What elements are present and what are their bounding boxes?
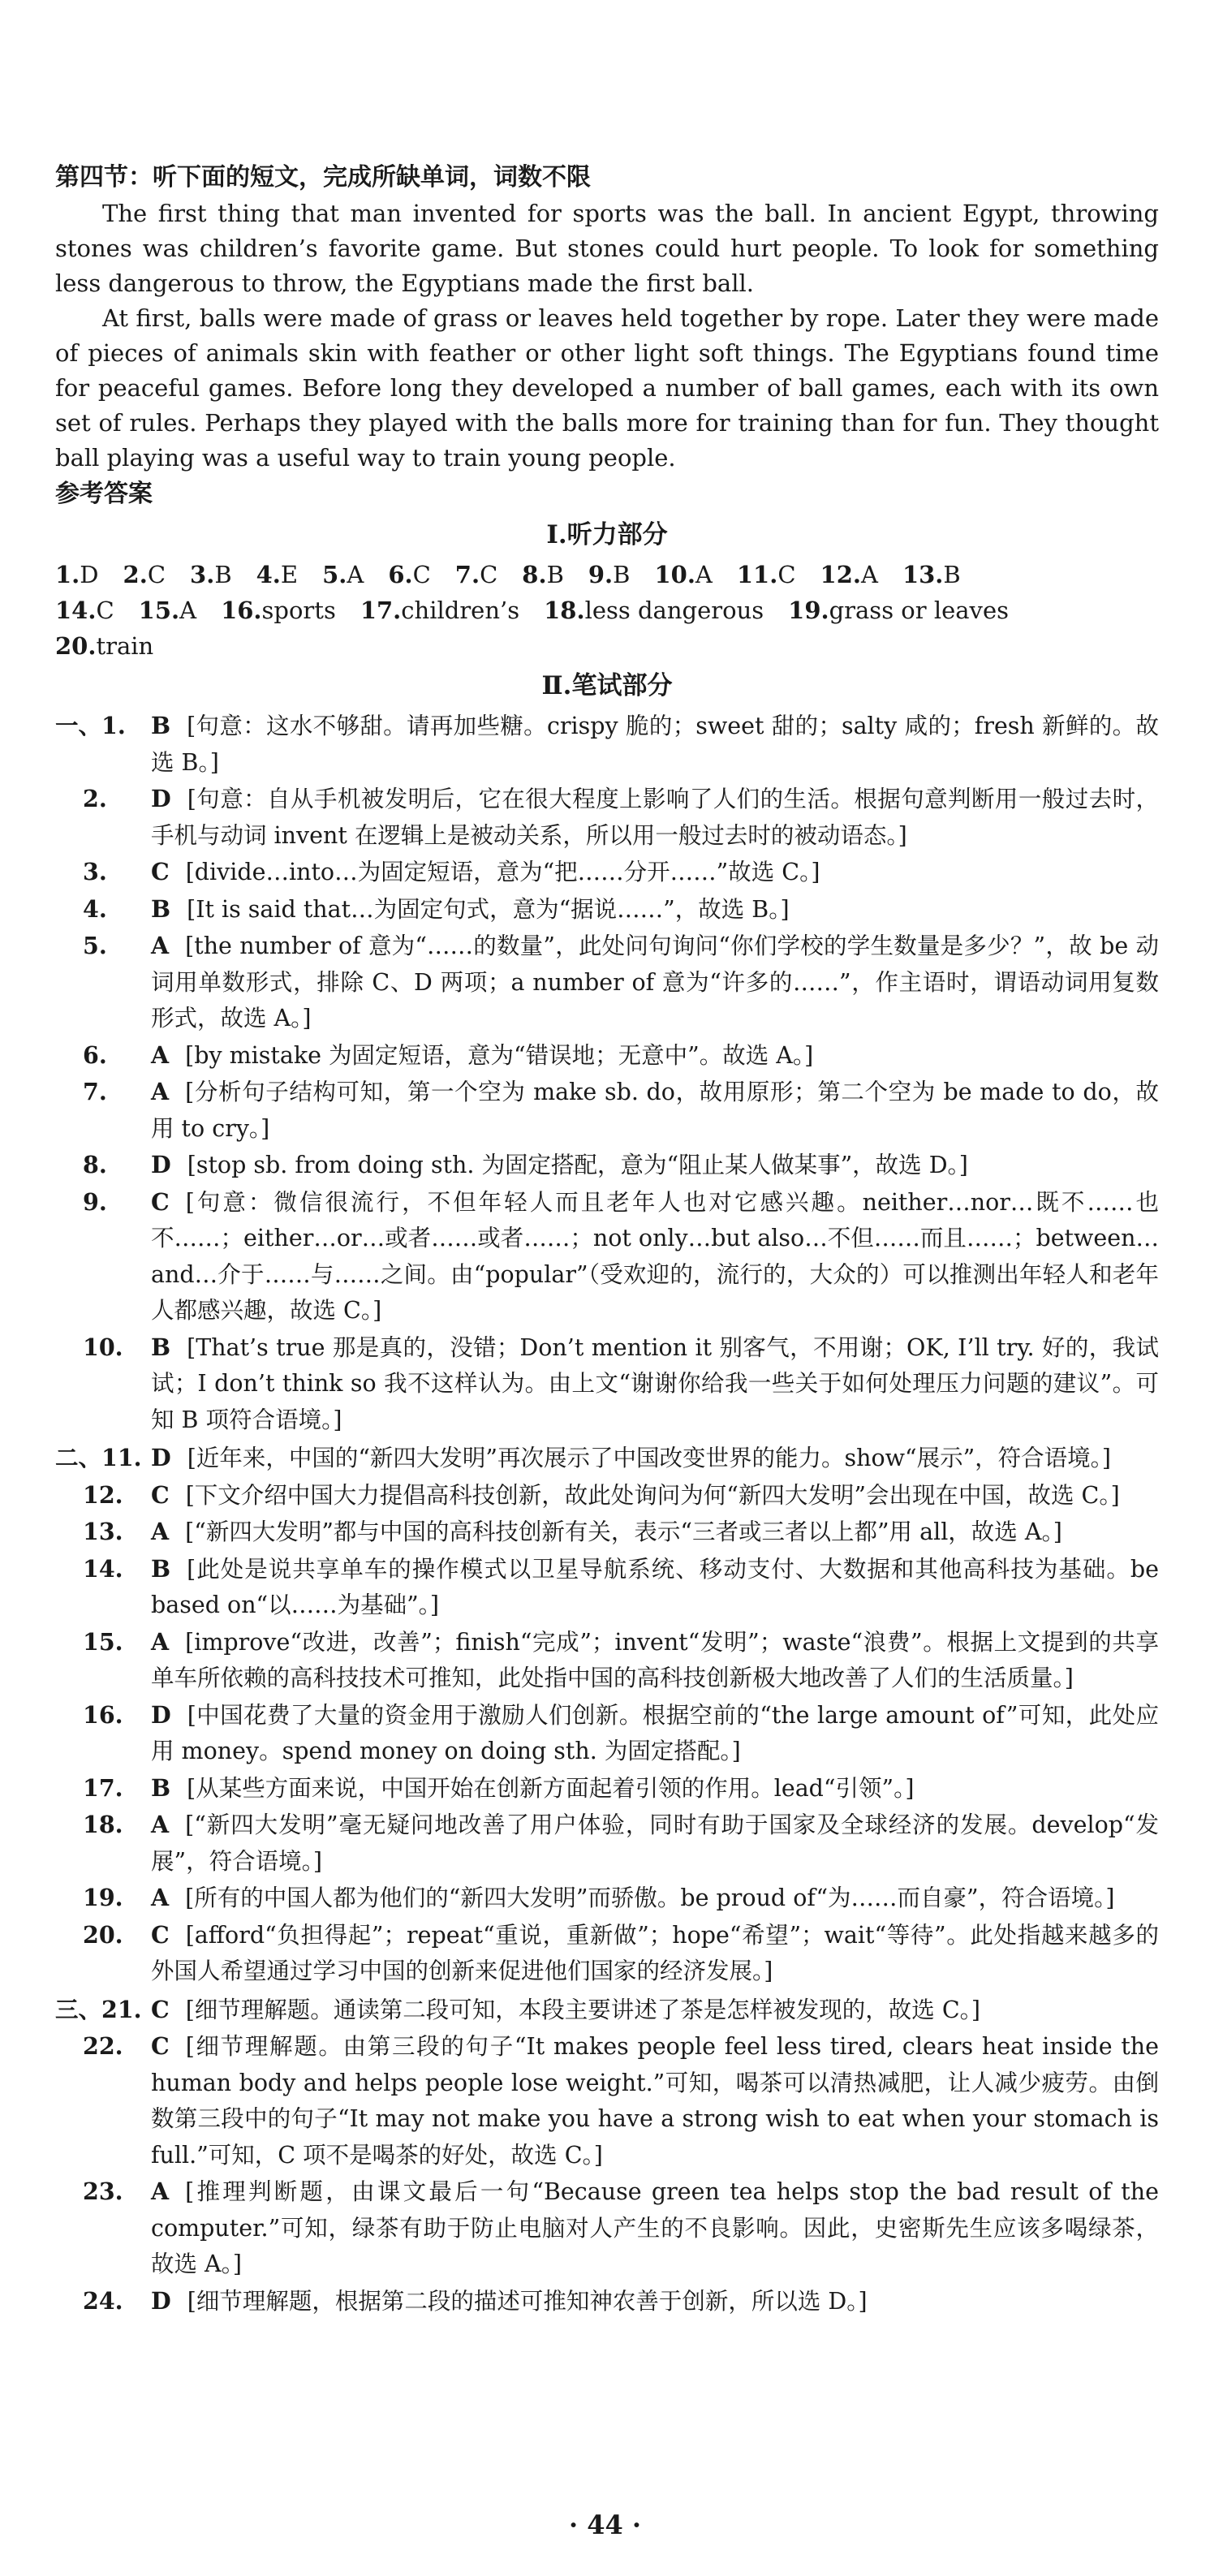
- answer-value: B: [546, 561, 564, 588]
- answer-value: E: [280, 561, 299, 588]
- item-index: 3.: [83, 858, 107, 885]
- answer-item: [55, 854, 1159, 891]
- item-answer: D: [151, 2286, 171, 2315]
- item-explanation: [151, 1770, 1159, 1807]
- answer-value: C: [480, 561, 498, 588]
- listening-answers: [55, 557, 1159, 664]
- item-explanation: [151, 1992, 1159, 2029]
- item-explanation: [151, 1697, 1159, 1770]
- item-answer: C: [151, 1995, 170, 2023]
- item-text: [divide…into…为固定短语，意为“把……分开……”故选 C。]: [185, 859, 820, 885]
- section-title: 第四节：听下面的短文，完成所缺单词，词数不限: [55, 163, 591, 192]
- item-index: 10.: [83, 1333, 123, 1361]
- item-text: [细节理解题。由第三段的句子“It makes people feel less tired, clears heat inside the human body and helps people lose weight.”可知，喝茶可以清热减肥，让人减少疲劳。由倒数第三段中的句子“It may not make you have a strong wish to eat when your stomach is full.”可知，C 项不是喝茶的好处，故选 C。]: [151, 2033, 1159, 2169]
- item-number: [55, 708, 151, 781]
- item-number: [55, 1147, 151, 1184]
- listening-answer: [522, 557, 564, 592]
- listening-answer: [190, 557, 232, 592]
- item-explanation: [151, 1624, 1159, 1697]
- item-index: 4.: [83, 894, 107, 923]
- page-content: [55, 159, 1159, 2320]
- listening-answer: [455, 557, 497, 592]
- answer-value: grass or leaves: [829, 597, 1009, 624]
- listening-answer: [55, 557, 99, 592]
- item-index: 22.: [83, 2032, 123, 2060]
- item-index: 16.: [83, 1700, 123, 1729]
- answer-value: D: [80, 561, 99, 588]
- page-number: · 44 ·: [568, 2509, 642, 2540]
- answer-value: C: [777, 561, 796, 588]
- item-answer: B: [151, 712, 171, 739]
- item-number: [55, 1917, 151, 1990]
- item-explanation: [151, 854, 1159, 891]
- item-index: 9.: [83, 1187, 107, 1216]
- answer-number: 15.: [138, 597, 180, 624]
- answer-number: 7.: [454, 561, 480, 588]
- item-index: 24.: [83, 2286, 123, 2315]
- listening-answer: [737, 557, 796, 592]
- item-explanation: [151, 928, 1159, 1037]
- listening-answer: [55, 628, 153, 664]
- listening-answer: [654, 557, 712, 592]
- answer-value: less dangerous: [584, 597, 764, 624]
- item-answer: B: [151, 894, 171, 923]
- item-text: [It is said that…为固定句式，意为“据说……”，故选 B。]: [187, 895, 790, 923]
- listening-answer: [788, 592, 1009, 628]
- answer-number: 12.: [820, 561, 861, 588]
- answer-number: 11.: [736, 561, 778, 588]
- answer-number: 10.: [654, 561, 695, 588]
- item-text: [细节理解题，根据第二段的描述可推知神农善于创新，所以选 D。]: [187, 2287, 868, 2315]
- answer-group: [55, 708, 1159, 1438]
- listening-answer: [55, 592, 114, 628]
- answer-item: [55, 891, 1159, 928]
- answer-value: children’s: [401, 597, 520, 624]
- item-answer: A: [151, 1518, 170, 1545]
- item-index: 18.: [83, 1811, 123, 1838]
- listening-answer: [388, 557, 430, 592]
- item-index: 23.: [83, 2178, 123, 2205]
- answer-item: [55, 1147, 1159, 1184]
- listening-answer: [139, 592, 196, 628]
- answer-item: [55, 1514, 1159, 1551]
- item-text: [“新四大发明”毫无疑问地改善了用户体验，同时有助于国家及全球经济的发展。develop“发展”，符合语境。]: [151, 1811, 1159, 1875]
- item-text: [afford“负担得起”；repeat“重说，重新做”；hope“希望”；wait“等待”。此处指越来越多的外国人希望通过学习中国的创新来促进他们国家的经济发展。]: [151, 1921, 1159, 1984]
- item-answer: B: [151, 1773, 171, 1802]
- answer-item: [55, 2028, 1159, 2173]
- item-answer: C: [151, 2032, 170, 2060]
- item-answer: D: [151, 785, 171, 812]
- answer-item: [55, 1074, 1159, 1147]
- answer-item: [55, 708, 1159, 781]
- item-number: [55, 1477, 151, 1514]
- item-answer: C: [151, 1920, 170, 1949]
- answer-value: A: [179, 597, 197, 624]
- item-index: 15.: [83, 1627, 123, 1656]
- listening-answer: [123, 557, 166, 592]
- answer-number: 20.: [55, 632, 97, 660]
- answer-number: 1.: [55, 561, 80, 588]
- item-answer: A: [151, 1040, 170, 1069]
- writing-heading: Ⅱ.笔试部分: [541, 671, 673, 700]
- item-number: [55, 1880, 151, 1917]
- item-text: [improve“改进，改善”；finish“完成”；invent“发明”；waste“浪费”。根据上文提到的共享单车所依赖的高科技技术可推知，此处指中国的高科技创新极大地改善了人们的生活质量。]: [151, 1628, 1159, 1691]
- item-number: [55, 1992, 151, 2029]
- item-answer: B: [151, 1554, 171, 1583]
- item-answer: C: [151, 1187, 170, 1216]
- listening-answer: [360, 592, 519, 628]
- item-text: [by mistake 为固定短语，意为“错误地；无意中”。故选 A。]: [185, 1041, 814, 1069]
- answer-number: 19.: [788, 597, 829, 624]
- item-explanation: [151, 1477, 1159, 1514]
- answer-item: [55, 1329, 1159, 1439]
- item-explanation: [151, 2283, 1159, 2320]
- item-answer: C: [151, 858, 170, 885]
- answer-value: B: [943, 561, 961, 588]
- item-index: 20.: [83, 1920, 123, 1949]
- listening-answer: [256, 557, 298, 592]
- answer-number: 3.: [190, 561, 215, 588]
- item-text: [从某些方面来说，中国开始在创新方面起着引领的作用。lead“引领”。]: [187, 1774, 915, 1802]
- item-number: [55, 1440, 151, 1477]
- item-number: [55, 781, 151, 854]
- item-text: [中国花费了大量的资金用于激励人们创新。根据空前的“the large amount of”可知，此处应用 money。spend money on doing sth. 为固定搭配。]: [151, 1701, 1159, 1764]
- passage-paragraph: At first, balls were made of grass or leaves held together by rope. Later they were made of pieces of animals skin with feather or other light soft things. The Egyptians found time for peaceful games. Before long they developed a number of ball games, each with its own set of rules. Perhaps they played with the balls more for training than for fun. They thought ball playing was a useful way to train young people.: [55, 304, 1159, 472]
- group-label: 三、: [55, 1995, 102, 2023]
- item-number: [55, 1514, 151, 1551]
- answer-item: [55, 1697, 1159, 1770]
- item-index: 2.: [83, 785, 107, 812]
- item-text: [分析句子结构可知，第一个空为 make sb. do，故用原形；第二个空为 be made to do，故用 to cry。]: [151, 1079, 1159, 1142]
- item-number: [55, 1697, 151, 1770]
- item-explanation: [151, 1184, 1159, 1329]
- item-text: [推理判断题，由课文最后一句“Because green tea helps stop the bad result of the computer.”可知，绿茶有助于防止电脑对人产生的不良影响。因此，史密斯先生应该多喝绿茶，故选 A。]: [151, 2178, 1159, 2277]
- item-explanation: [151, 1917, 1159, 1990]
- item-index: 7.: [83, 1078, 107, 1105]
- answer-item: [55, 1477, 1159, 1514]
- item-text: [句意：这水不够甜。请再加些糖。crispy 脆的；sweet 甜的；salty 咸的；fresh 新鲜的。故选 B。]: [151, 713, 1159, 776]
- item-explanation: [151, 891, 1159, 928]
- listening-answer: [820, 557, 878, 592]
- answer-value: A: [695, 561, 713, 588]
- answer-item: [55, 1992, 1159, 2029]
- item-index: 5.: [83, 932, 107, 959]
- answer-number: 8.: [522, 561, 547, 588]
- item-number: [55, 1329, 151, 1439]
- answer-value: train: [96, 632, 154, 660]
- item-index: 19.: [83, 1884, 123, 1911]
- item-answer: D: [151, 1444, 171, 1471]
- item-explanation: [151, 1037, 1159, 1075]
- answer-value: C: [412, 561, 431, 588]
- answer-item: [55, 781, 1159, 854]
- listening-passage: [55, 196, 1159, 476]
- answer-item: [55, 1807, 1159, 1880]
- item-number: [55, 891, 151, 928]
- item-index: 21.: [101, 1995, 142, 2023]
- item-text: [“新四大发明”都与中国的高科技创新有关，表示“三者或三者以上都”用 all，故选 A。]: [185, 1518, 1062, 1545]
- item-number: [55, 1624, 151, 1697]
- listening-answer: [902, 557, 961, 592]
- listening-row: [55, 592, 1159, 628]
- answer-value: A: [860, 561, 878, 588]
- item-index: 8.: [83, 1151, 107, 1178]
- item-explanation: [151, 708, 1159, 781]
- answer-value: C: [147, 561, 166, 588]
- item-number: [55, 928, 151, 1037]
- item-index: 11.: [101, 1444, 142, 1471]
- item-answer: A: [151, 1884, 170, 1911]
- listening-answer: [322, 557, 364, 592]
- item-number: [55, 1770, 151, 1807]
- item-answer: A: [151, 1627, 170, 1656]
- item-text: [所有的中国人都为他们的“新四大发明”而骄傲。be proud of“为……而自豪”，符合语境。]: [185, 1885, 1115, 1911]
- item-text: [近年来，中国的“新四大发明”再次展示了中国改变世界的能力。show“展示”，符合语境。]: [187, 1445, 1112, 1471]
- item-explanation: [151, 1880, 1159, 1917]
- item-explanation: [151, 1074, 1159, 1147]
- item-number: [55, 1551, 151, 1624]
- item-explanation: [151, 1147, 1159, 1184]
- item-index: 12.: [83, 1480, 123, 1509]
- item-number: [55, 2028, 151, 2173]
- item-answer: D: [151, 1151, 171, 1178]
- item-text: [此处是说共享单车的操作模式以卫星导航系统、移动支付、大数据和其他高科技为基础。be based on“以……为基础”。]: [151, 1555, 1159, 1618]
- passage-paragraph: The first thing that man invented for sports was the ball. In ancient Egypt, throwing stones was children’s favorite game. But stones could hurt people. To look for something less dangerous to throw, the Egyptians made the first ball.: [55, 200, 1159, 297]
- item-text: [That’s true 那是真的，没错；Don’t mention it 别客气，不用谢；OK, I’ll try. 好的，我试试；I don’t think so 我不这样认为。由上文“谢谢你给我一些关于如何处理压力问题的建议”。可知 B 项符合语境。]: [151, 1333, 1159, 1433]
- item-number: [55, 1037, 151, 1075]
- item-text: [句意：微信很流行，不但年轻人而且老年人也对它感兴趣。neither…nor…既不……也不……；either…or…或者……或者……；not only…but also…不但……而且……；between…and…介于……与……之间。由“popular”（受欢迎的，流行的，大众的）可以推测出年轻人和老年人都感兴趣，故选 C。]: [151, 1188, 1159, 1324]
- listening-heading: Ⅰ.听力部分: [546, 520, 668, 549]
- item-text: [stop sb. from doing sth. 为固定搭配，意为“阻止某人做某事”，故选 D。]: [187, 1152, 968, 1178]
- listening-row: [55, 628, 1159, 664]
- item-explanation: [151, 781, 1159, 854]
- answer-item: [55, 1917, 1159, 1990]
- item-text: [the number of 意为“……的数量”，此处问句询问“你们学校的学生数量是多少？”，故 be 动词用单数形式，排除 C、D 两项；a number of 意为“许多的……”，作主语时，谓语动词用复数形式，故选 A。]: [151, 933, 1159, 1032]
- item-number: [55, 854, 151, 891]
- answer-item: [55, 2173, 1159, 2283]
- answer-value: B: [613, 561, 631, 588]
- listening-answer: [221, 592, 336, 628]
- answers-title: 参考答案: [55, 480, 153, 508]
- item-text: [细节理解题。通读第二段可知，本段主要讲述了茶是怎样被发现的，故选 C。]: [185, 1996, 981, 2023]
- answer-number: 17.: [360, 597, 402, 624]
- answer-group: [55, 1992, 1159, 2320]
- item-text: [下文介绍中国大力提倡高科技创新，故此处询问为何“新四大发明”会出现在中国，故选 C。]: [185, 1481, 1120, 1509]
- item-index: 6.: [83, 1040, 107, 1069]
- answer-number: 6.: [388, 561, 413, 588]
- item-answer: A: [151, 1811, 170, 1838]
- item-number: [55, 2173, 151, 2283]
- item-index: 14.: [83, 1554, 123, 1583]
- answer-value: B: [214, 561, 232, 588]
- answer-value: sports: [261, 597, 336, 624]
- item-explanation: [151, 1329, 1159, 1439]
- answer-item: [55, 1037, 1159, 1075]
- answer-number: 16.: [221, 597, 262, 624]
- answer-number: 5.: [322, 561, 347, 588]
- item-index: 13.: [83, 1518, 123, 1545]
- answer-value: A: [347, 561, 364, 588]
- item-explanation: [151, 2173, 1159, 2283]
- item-index: 1.: [101, 712, 126, 739]
- item-number: [55, 1184, 151, 1329]
- answer-number: 2.: [123, 561, 148, 588]
- item-index: 17.: [83, 1773, 123, 1802]
- listening-row: [55, 557, 1159, 592]
- item-explanation: [151, 1514, 1159, 1551]
- item-answer: A: [151, 1078, 170, 1105]
- answer-item: [55, 1551, 1159, 1624]
- answer-number: 18.: [544, 597, 585, 624]
- listening-answer: [544, 592, 764, 628]
- item-answer: D: [151, 1700, 171, 1729]
- answer-item: [55, 928, 1159, 1037]
- group-label: 二、: [55, 1444, 102, 1471]
- item-number: [55, 1807, 151, 1880]
- listening-answer: [588, 557, 631, 592]
- item-answer: A: [151, 2178, 170, 2205]
- item-explanation: [151, 1440, 1159, 1477]
- item-explanation: [151, 2028, 1159, 2173]
- item-answer: B: [151, 1333, 171, 1361]
- item-answer: C: [151, 1480, 170, 1509]
- answer-number: 13.: [902, 561, 944, 588]
- item-number: [55, 2283, 151, 2320]
- answer-number: 14.: [55, 597, 97, 624]
- item-number: [55, 1074, 151, 1147]
- answer-item: [55, 1184, 1159, 1329]
- answer-number: 9.: [588, 561, 614, 588]
- answer-item: [55, 1440, 1159, 1477]
- item-explanation: [151, 1807, 1159, 1880]
- item-explanation: [151, 1551, 1159, 1624]
- answer-item: [55, 1880, 1159, 1917]
- group-label: 一、: [55, 712, 102, 739]
- answer-value: C: [96, 597, 114, 624]
- answer-group: [55, 1440, 1159, 1990]
- answer-item: [55, 1624, 1159, 1697]
- item-text: [句意：自从手机被发明后，它在很大程度上影响了人们的生活。根据句意判断用一般过去时，手机与动词 invent 在逻辑上是被动关系，所以用一般过去时的被动语态。]: [151, 786, 1159, 849]
- answer-item: [55, 2283, 1159, 2320]
- writing-answers: [55, 708, 1159, 2320]
- answer-number: 4.: [256, 561, 281, 588]
- item-answer: A: [151, 932, 170, 959]
- answer-item: [55, 1770, 1159, 1807]
